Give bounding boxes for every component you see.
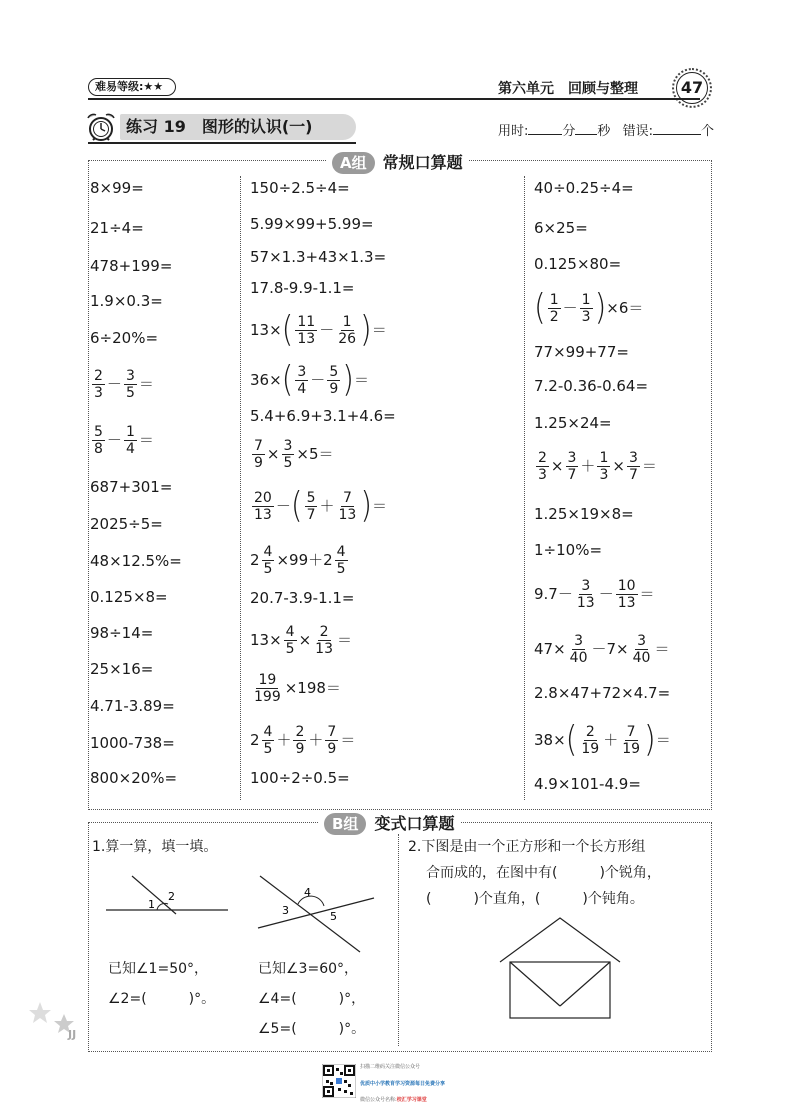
angle-label: 3 [282,904,289,917]
angle-label: 1 [148,898,155,911]
problem-fraction: ( 1 2 － 1 3 ) ×6＝ [534,286,644,329]
corner-mark: JJ [68,1028,77,1041]
problem-fraction: 13× ( 11 13 － 1 26 ) ＝ [250,308,387,351]
footer-slogan: 优质中小学教育学习资源每日免费分享 [360,1081,446,1087]
errors-blank[interactable] [653,123,701,135]
problem: 1.9×0.3= [90,291,163,310]
problem: 6×25= [534,218,588,237]
problem: 7.2-0.36-0.64= [534,376,649,395]
angle-label: 2 [168,890,175,903]
problem: 6÷20%= [90,328,159,347]
problem: 20.7-3.9-1.1= [250,588,355,607]
problem: 98÷14= [90,623,154,642]
problem-fraction: 38× ( 2 19 ＋ 7 19 ) ＝ [534,718,671,761]
problem-fraction: 7 9 × 3 5 ×5＝ [254,437,334,471]
section-a-badge: A组 [332,152,375,174]
problem: 2025÷5= [90,514,163,533]
problem: 25×16= [90,659,154,678]
section-b-badge: B组 [324,813,366,835]
problem: 2.8×47+72×4.7= [534,683,671,702]
time-error-record: 用时: 分 秒 错误: 个 [498,124,714,139]
footer-account-name: 校汇学习课堂 [396,1097,427,1103]
column-2 [250,176,522,796]
minutes-blank[interactable] [528,123,562,135]
problem-fraction: 19 199 ×198＝ [254,671,341,705]
square-rectangle-figure [498,914,622,1024]
column-3 [534,176,710,796]
problem: 478+199= [90,256,173,275]
q1b-answer-4[interactable]: ∠4=( )°， [258,991,366,1007]
difficulty-stars: ★★ [143,80,164,93]
exercise-title: 练习 19 图形的认识(一) [120,114,356,140]
problem: 687+301= [90,477,173,496]
problem: 5.4+6.9+3.1+4.6= [250,406,396,425]
problem: 21÷4= [90,218,144,237]
problem-fraction: 36× ( 3 4 － 5 9 ) ＝ [250,358,369,401]
problem-fraction: 13× 4 5 × 2 13 ＝ [250,623,352,657]
problem: 5.99×99+5.99= [250,214,374,233]
q1a-known: 已知∠1=50°， [108,961,209,977]
unit-title: 第六单元 回顾与整理 [498,81,638,97]
problem: 1.25×24= [534,413,612,432]
qr-code-icon[interactable] [322,1064,356,1098]
angle-figure-a [104,872,234,916]
problem: 4.71-3.89= [90,696,175,715]
problem: 57×1.3+43×1.3= [250,247,387,266]
problem-fraction: 47× 3 40 －7× 3 40 ＝ [534,632,670,666]
q1a-answer[interactable]: ∠2=( )°。 [108,991,216,1007]
problem-fraction: 5 8 － 1 4 ＝ [94,423,154,457]
problem-fraction: 20 13 － ( 5 7 ＋ 7 13 ) ＝ [254,484,388,527]
section-b-divider [398,834,399,1046]
angle-figure-b [252,868,380,958]
q2-line-1: 2.下图是由一个正方形和一个长方形组 [408,839,646,855]
footer-account: 微信公众号名称:校汇学习课堂 [360,1097,427,1103]
problem: 1÷10%= [534,540,603,559]
header-divider [88,98,700,100]
problem-fraction: 9.7－ 3 13 － 10 13 ＝ [534,577,655,611]
problem-fraction: 2 3 × 3 7 ＋ 1 3 × 3 7 ＝ [538,449,657,483]
section-a-header: A组 常规口算题 [326,150,469,174]
problem-fraction: 2 3 － 3 5 ＝ [94,367,154,401]
problem: 1000-738= [90,733,175,752]
problem: 800×20%= [90,768,178,787]
problem: 40÷0.25÷4= [534,178,634,197]
problem: 48×12.5%= [90,551,182,570]
page-number-badge: 47 [672,68,712,108]
alarm-clock-icon [84,110,118,144]
q1b-answer-5[interactable]: ∠5=( )°。 [258,1021,366,1037]
problem: 0.125×80= [534,254,622,273]
problem: 1.25×19×8= [534,504,634,523]
decorative-stars-icon [28,1000,88,1040]
angle-label: 4 [304,886,311,899]
title-underline [88,142,356,144]
q1b-known: 已知∠3=60°， [258,961,359,977]
q2-line-3[interactable]: ( )个直角，( )个钝角。 [426,891,644,907]
column-divider-2 [524,176,525,800]
column-divider-1 [240,176,241,800]
problem-fraction: 2 4 5 ×99＋ 2 4 5 [250,543,346,577]
q1-title: 1.算一算，填一填。 [92,839,218,855]
problem: 4.9×101-4.9= [534,774,641,793]
seconds-blank[interactable] [575,123,597,135]
problem-fraction: 2 4 5 ＋ 2 9 ＋ 7 9 ＝ [250,723,356,757]
problem: 17.8-9.9-1.1= [250,278,355,297]
problem: 0.125×8= [90,587,168,606]
column-1 [90,176,238,796]
q2-line-2[interactable]: 合而成的，在图中有( )个锐角， [426,865,661,881]
problem: 100÷2÷0.5= [250,768,350,787]
difficulty-tag: 难易等级:★★ [88,78,176,96]
angle-label: 5 [330,910,337,923]
problem: 150÷2.5÷4= [250,178,350,197]
problem: 8×99= [90,178,144,197]
footer-scan-text: 扫描二维码关注微信公众号 [360,1064,421,1070]
problem: 77×99+77= [534,342,629,361]
section-b-header: B组 变式口算题 [318,811,460,835]
